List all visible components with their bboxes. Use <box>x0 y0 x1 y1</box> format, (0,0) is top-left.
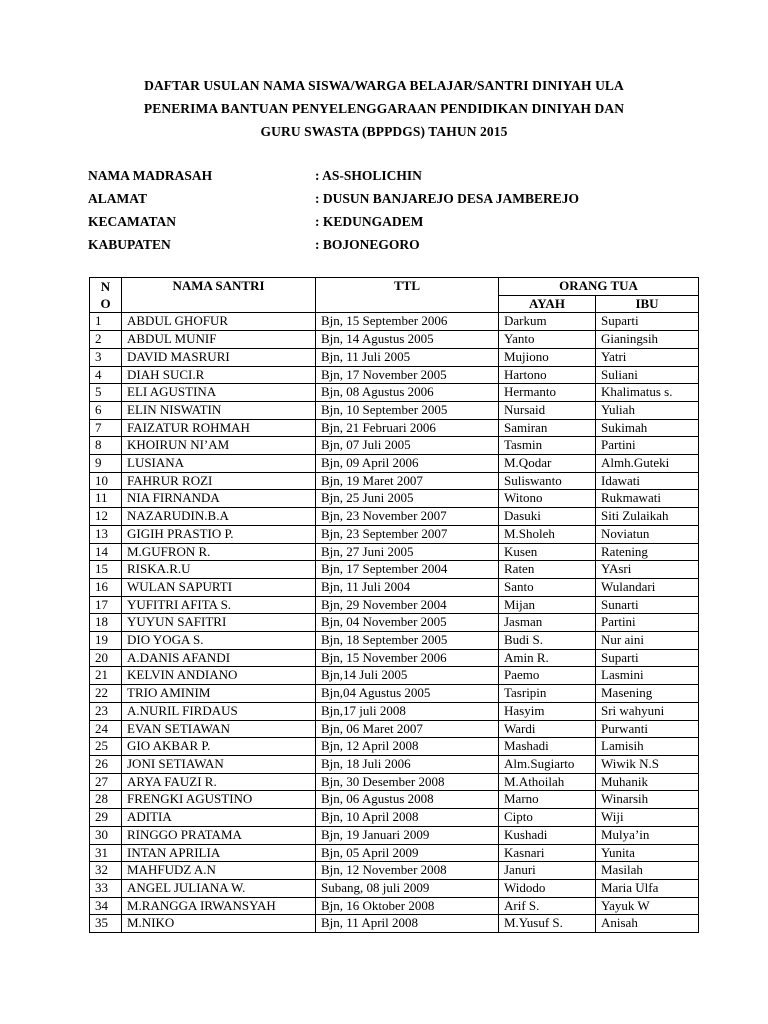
table-row <box>90 879 699 897</box>
table-row <box>90 685 699 703</box>
cell-no: 2 <box>90 331 122 349</box>
cell-ayah: Budi S. <box>499 632 596 650</box>
table-row <box>90 472 699 490</box>
info-label-alamat: ALAMAT <box>88 191 147 206</box>
cell-ibu: Lamisih <box>596 738 699 756</box>
cell-ayah: Raten <box>499 561 596 579</box>
cell-no: 11 <box>90 490 122 508</box>
cell-nama-santri: RISKA.R.U <box>122 561 316 579</box>
cell-ayah: Hasyim <box>499 702 596 720</box>
cell-ibu: Rukmawati <box>596 490 699 508</box>
cell-ibu: YAsri <box>596 561 699 579</box>
table-row <box>90 366 699 384</box>
cell-ibu: Wiji <box>596 809 699 827</box>
cell-ttl: Bjn,04 Agustus 2005 <box>316 685 499 703</box>
cell-no: 14 <box>90 543 122 561</box>
table-row <box>90 490 699 508</box>
cell-ttl: Bjn, 06 Maret 2007 <box>316 720 499 738</box>
table-row <box>90 401 699 419</box>
cell-ttl: Bjn, 29 November 2004 <box>316 596 499 614</box>
cell-ibu: Masening <box>596 685 699 703</box>
cell-ayah: Mujiono <box>499 348 596 366</box>
table-header <box>90 278 699 313</box>
cell-nama-santri: WULAN SAPURTI <box>122 578 316 596</box>
cell-nama-santri: KHOIRUN NI’AM <box>122 437 316 455</box>
table-row <box>90 897 699 915</box>
cell-ibu: Muhanik <box>596 773 699 791</box>
cell-ibu: Wulandari <box>596 578 699 596</box>
cell-ttl: Subang, 08 juli 2009 <box>316 879 499 897</box>
cell-no: 3 <box>90 348 122 366</box>
cell-ibu: Idawati <box>596 472 699 490</box>
table-row <box>90 702 699 720</box>
cell-no: 20 <box>90 649 122 667</box>
cell-ttl: Bjn, 19 Januari 2009 <box>316 826 499 844</box>
cell-no: 15 <box>90 561 122 579</box>
cell-ttl: Bjn, 17 September 2004 <box>316 561 499 579</box>
cell-ttl: Bjn,17 juli 2008 <box>316 702 499 720</box>
cell-ayah: Hermanto <box>499 384 596 402</box>
cell-ibu: Gianingsih <box>596 331 699 349</box>
cell-ibu: Lasmini <box>596 667 699 685</box>
cell-nama-santri: FAIZATUR ROHMAH <box>122 419 316 437</box>
cell-nama-santri: DIAH SUCI.R <box>122 366 316 384</box>
cell-ayah: Kushadi <box>499 826 596 844</box>
cell-ttl: Bjn, 23 November 2007 <box>316 508 499 526</box>
cell-ttl: Bjn, 25 Juni 2005 <box>316 490 499 508</box>
cell-ayah: Jasman <box>499 614 596 632</box>
cell-ttl: Bjn, 12 November 2008 <box>316 862 499 880</box>
table-row <box>90 525 699 543</box>
cell-no: 31 <box>90 844 122 862</box>
cell-ayah: Samiran <box>499 419 596 437</box>
cell-ayah: Mashadi <box>499 738 596 756</box>
table-row <box>90 720 699 738</box>
cell-nama-santri: ELIN NISWATIN <box>122 401 316 419</box>
cell-nama-santri: M.RANGGA IRWANSYAH <box>122 897 316 915</box>
cell-ayah: Darkum <box>499 313 596 331</box>
table-row <box>90 649 699 667</box>
header-orang-tua: ORANG TUA <box>499 278 699 296</box>
cell-no: 6 <box>90 401 122 419</box>
cell-no: 30 <box>90 826 122 844</box>
cell-no: 25 <box>90 738 122 756</box>
cell-no: 27 <box>90 773 122 791</box>
cell-ayah: Tasmin <box>499 437 596 455</box>
cell-nama-santri: DIO YOGA S. <box>122 632 316 650</box>
cell-ttl: Bjn, 18 September 2005 <box>316 632 499 650</box>
info-value-nama-madrasah: : AS-SHOLICHIN <box>315 168 422 183</box>
cell-no: 19 <box>90 632 122 650</box>
cell-no: 28 <box>90 791 122 809</box>
header-ibu: IBU <box>596 295 699 313</box>
info-value-kabupaten: : BOJONEGORO <box>315 237 420 252</box>
cell-nama-santri: GIO AKBAR P. <box>122 738 316 756</box>
cell-ayah: Cipto <box>499 809 596 827</box>
cell-ttl: Bjn, 19 Maret 2007 <box>316 472 499 490</box>
cell-ayah: Dasuki <box>499 508 596 526</box>
cell-no: 8 <box>90 437 122 455</box>
cell-nama-santri: A.DANIS AFANDI <box>122 649 316 667</box>
cell-ttl: Bjn, 23 September 2007 <box>316 525 499 543</box>
cell-ibu: Yunita <box>596 844 699 862</box>
table-row <box>90 738 699 756</box>
cell-ttl: Bjn, 27 Juni 2005 <box>316 543 499 561</box>
cell-ibu: Khalimatus s. <box>596 384 699 402</box>
cell-nama-santri: FRENGKI AGUSTINO <box>122 791 316 809</box>
cell-nama-santri: ANGEL JULIANA W. <box>122 879 316 897</box>
cell-nama-santri: NAZARUDIN.B.A <box>122 508 316 526</box>
cell-ttl: Bjn, 10 April 2008 <box>316 809 499 827</box>
table-row <box>90 614 699 632</box>
cell-no: 22 <box>90 685 122 703</box>
table-row <box>90 826 699 844</box>
info-value-kecamatan: : KEDUNGADEM <box>315 214 424 229</box>
cell-no: 18 <box>90 614 122 632</box>
cell-ayah: Paemo <box>499 667 596 685</box>
cell-ttl: Bjn, 11 Juli 2005 <box>316 348 499 366</box>
cell-ttl: Bjn, 04 November 2005 <box>316 614 499 632</box>
cell-nama-santri: NIA FIRNANDA <box>122 490 316 508</box>
info-label-nama-madrasah: NAMA MADRASAH <box>88 168 213 183</box>
cell-no: 4 <box>90 366 122 384</box>
cell-ayah: M.Athoilah <box>499 773 596 791</box>
header-ttl: TTL <box>316 278 499 313</box>
cell-ibu: Maria Ulfa <box>596 879 699 897</box>
cell-nama-santri: ELI AGUSTINA <box>122 384 316 402</box>
cell-nama-santri: YUFITRI AFITA S. <box>122 596 316 614</box>
cell-ayah: Kasnari <box>499 844 596 862</box>
cell-ibu: Anisah <box>596 915 699 933</box>
cell-ayah: Widodo <box>499 879 596 897</box>
cell-nama-santri: DAVID MASRURI <box>122 348 316 366</box>
title-line-2: PENERIMA BANTUAN PENYELENGGARAAN PENDIDIKAN DINIYAH DAN <box>143 101 625 116</box>
cell-nama-santri: ADITIA <box>122 809 316 827</box>
cell-nama-santri: ABDUL MUNIF <box>122 331 316 349</box>
table-row <box>90 561 699 579</box>
cell-ttl: Bjn, 08 Agustus 2006 <box>316 384 499 402</box>
cell-no: 5 <box>90 384 122 402</box>
cell-no: 16 <box>90 578 122 596</box>
cell-no: 26 <box>90 755 122 773</box>
table-row <box>90 915 699 933</box>
cell-ayah: Amin R. <box>499 649 596 667</box>
info-value-alamat: : DUSUN BANJAREJO DESA JAMBEREJO <box>315 191 580 206</box>
cell-nama-santri: FAHRUR ROZI <box>122 472 316 490</box>
cell-ayah: Santo <box>499 578 596 596</box>
cell-nama-santri: ARYA FAUZI R. <box>122 773 316 791</box>
table-row <box>90 773 699 791</box>
cell-ttl: Bjn, 15 September 2006 <box>316 313 499 331</box>
cell-nama-santri: A.NURIL FIRDAUS <box>122 702 316 720</box>
cell-ttl: Bjn,14 Juli 2005 <box>316 667 499 685</box>
cell-ayah: Suliswanto <box>499 472 596 490</box>
cell-no: 23 <box>90 702 122 720</box>
table-row <box>90 791 699 809</box>
cell-ttl: Bjn, 10 September 2005 <box>316 401 499 419</box>
cell-ayah: Nursaid <box>499 401 596 419</box>
cell-nama-santri: TRIO AMINIM <box>122 685 316 703</box>
cell-nama-santri: RINGGO PRATAMA <box>122 826 316 844</box>
cell-ttl: Bjn, 06 Agustus 2008 <box>316 791 499 809</box>
cell-no: 33 <box>90 879 122 897</box>
table-row <box>90 862 699 880</box>
cell-nama-santri: INTAN APRILIA <box>122 844 316 862</box>
table-row <box>90 596 699 614</box>
cell-ttl: Bjn, 11 Juli 2004 <box>316 578 499 596</box>
table-row <box>90 578 699 596</box>
cell-ayah: Januri <box>499 862 596 880</box>
cell-ttl: Bjn, 09 April 2006 <box>316 455 499 473</box>
cell-nama-santri: EVAN SETIAWAN <box>122 720 316 738</box>
cell-ibu: Almh.Guteki <box>596 455 699 473</box>
cell-ibu: Noviatun <box>596 525 699 543</box>
cell-ttl: Bjn, 07 Juli 2005 <box>316 437 499 455</box>
cell-ayah: Alm.Sugiarto <box>499 755 596 773</box>
cell-ibu: Wiwik N.S <box>596 755 699 773</box>
cell-no: 32 <box>90 862 122 880</box>
cell-nama-santri: MAHFUDZ A.N <box>122 862 316 880</box>
cell-ttl: Bjn, 18 Juli 2006 <box>316 755 499 773</box>
title-line-3: GURU SWASTA (BPPDGS) TAHUN 2015 <box>260 124 508 139</box>
cell-ayah: M.Qodar <box>499 455 596 473</box>
table-row <box>90 755 699 773</box>
info-label-kabupaten: KABUPATEN <box>88 237 171 252</box>
cell-ibu: Yayuk W <box>596 897 699 915</box>
cell-ayah: Yanto <box>499 331 596 349</box>
cell-no: 29 <box>90 809 122 827</box>
cell-ibu: Suparti <box>596 649 699 667</box>
table-row <box>90 844 699 862</box>
cell-ttl: Bjn, 21 Februari 2006 <box>316 419 499 437</box>
cell-ibu: Sri wahyuni <box>596 702 699 720</box>
santri-table <box>89 277 699 933</box>
table-row <box>90 348 699 366</box>
cell-ttl: Bjn, 14 Agustus 2005 <box>316 331 499 349</box>
cell-ibu: Siti Zulaikah <box>596 508 699 526</box>
cell-ttl: Bjn, 11 April 2008 <box>316 915 499 933</box>
info-label-kecamatan: KECAMATAN <box>88 214 176 229</box>
cell-ayah: Mijan <box>499 596 596 614</box>
cell-ttl: Bjn, 16 Oktober 2008 <box>316 897 499 915</box>
cell-ttl: Bjn, 12 April 2008 <box>316 738 499 756</box>
table-body <box>90 313 699 933</box>
cell-ayah: Marno <box>499 791 596 809</box>
cell-ibu: Partini <box>596 437 699 455</box>
table-row <box>90 667 699 685</box>
cell-ibu: Suparti <box>596 313 699 331</box>
table-row <box>90 632 699 650</box>
cell-no: 9 <box>90 455 122 473</box>
cell-ayah: Hartono <box>499 366 596 384</box>
cell-ayah: Arif S. <box>499 897 596 915</box>
cell-ibu: Sukimah <box>596 419 699 437</box>
cell-nama-santri: M.GUFRON R. <box>122 543 316 561</box>
cell-nama-santri: KELVIN ANDIANO <box>122 667 316 685</box>
cell-nama-santri: JONI SETIAWAN <box>122 755 316 773</box>
table-row <box>90 313 699 331</box>
cell-no: 1 <box>90 313 122 331</box>
cell-nama-santri: YUYUN SAFITRI <box>122 614 316 632</box>
cell-ibu: Partini <box>596 614 699 632</box>
cell-ibu: Purwanti <box>596 720 699 738</box>
cell-ayah: Wardi <box>499 720 596 738</box>
cell-ibu: Mulya’in <box>596 826 699 844</box>
table-row <box>90 419 699 437</box>
table-row <box>90 384 699 402</box>
cell-ayah: Kusen <box>499 543 596 561</box>
cell-no: 10 <box>90 472 122 490</box>
cell-ibu: Winarsih <box>596 791 699 809</box>
cell-ibu: Masilah <box>596 862 699 880</box>
header-ayah: AYAH <box>499 295 596 313</box>
cell-no: 35 <box>90 915 122 933</box>
cell-ttl: Bjn, 17 November 2005 <box>316 366 499 384</box>
cell-no: 34 <box>90 897 122 915</box>
cell-ayah: M.Sholeh <box>499 525 596 543</box>
cell-ibu: Nur aini <box>596 632 699 650</box>
cell-no: 21 <box>90 667 122 685</box>
cell-no: 24 <box>90 720 122 738</box>
cell-no: 13 <box>90 525 122 543</box>
cell-ayah: Witono <box>499 490 596 508</box>
header-nama-santri: NAMA SANTRI <box>122 278 316 313</box>
cell-ibu: Sunarti <box>596 596 699 614</box>
cell-no: 17 <box>90 596 122 614</box>
cell-nama-santri: ABDUL GHOFUR <box>122 313 316 331</box>
header-no: N O <box>90 278 122 313</box>
cell-nama-santri: LUSIANA <box>122 455 316 473</box>
cell-ttl: Bjn, 05 April 2009 <box>316 844 499 862</box>
table-row <box>90 437 699 455</box>
cell-ttl: Bjn, 30 Desember 2008 <box>316 773 499 791</box>
table-row <box>90 508 699 526</box>
table-row <box>90 455 699 473</box>
cell-ayah: M.Yusuf S. <box>499 915 596 933</box>
cell-ayah: Tasripin <box>499 685 596 703</box>
cell-nama-santri: GIGIH PRASTIO P. <box>122 525 316 543</box>
cell-ttl: Bjn, 15 November 2006 <box>316 649 499 667</box>
cell-nama-santri: M.NIKO <box>122 915 316 933</box>
cell-ibu: Ratening <box>596 543 699 561</box>
cell-ibu: Suliani <box>596 366 699 384</box>
title-line-1: DAFTAR USULAN NAMA SISWA/WARGA BELAJAR/SANTRI DINIYAH ULA <box>144 78 624 93</box>
cell-no: 12 <box>90 508 122 526</box>
cell-ibu: Yatri <box>596 348 699 366</box>
table-row <box>90 543 699 561</box>
cell-ibu: Yuliah <box>596 401 699 419</box>
table-row <box>90 331 699 349</box>
table-row <box>90 809 699 827</box>
cell-no: 7 <box>90 419 122 437</box>
